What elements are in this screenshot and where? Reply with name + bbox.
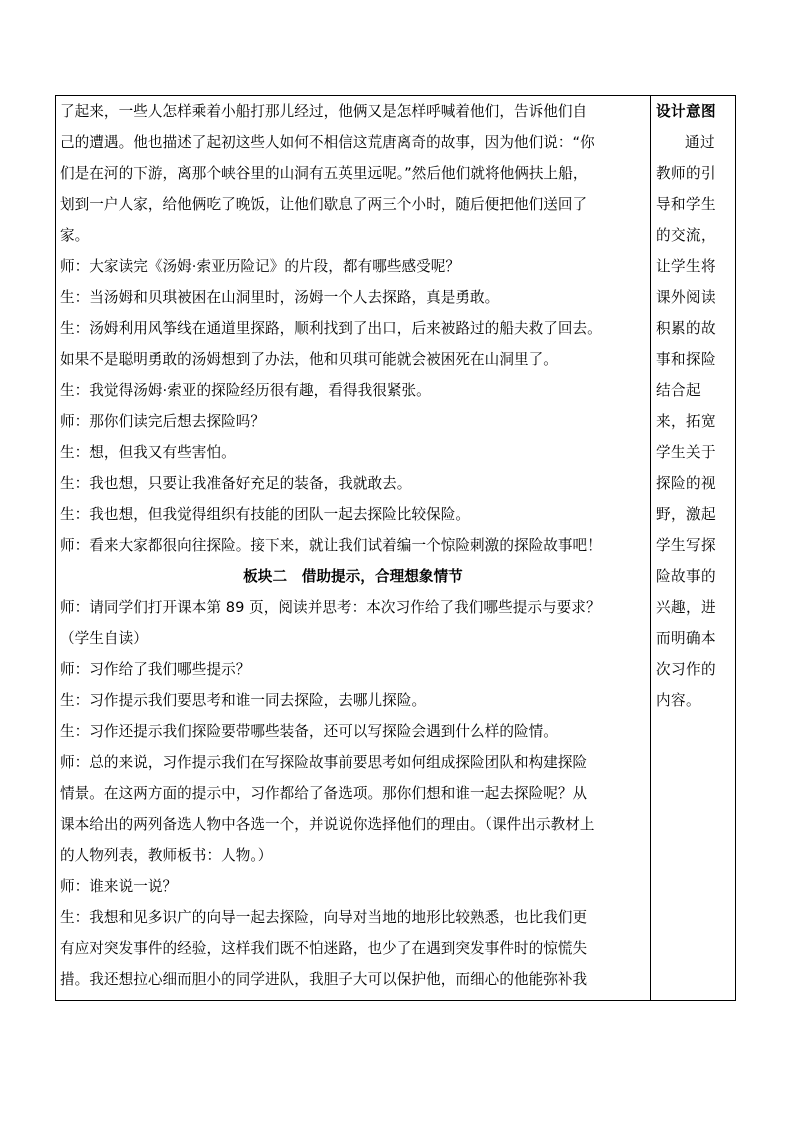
student-line: 生：我觉得汤姆·索亚的探险经历很有趣，看得我很紧张。 — [60, 382, 431, 399]
student-line: 生：我想和见多识广的向导一起去探险，向导对当地的地形比较熟悉，也比我们更 — [60, 909, 588, 926]
student-line: 生：当汤姆和贝琪被困在山洞里时，汤姆一个人去探路，真是勇敢。 — [60, 289, 500, 306]
design-intent-line: 的交流， — [656, 227, 716, 244]
dialogue-line: 的人物列表，教师板书：人物。） — [60, 847, 273, 864]
design-intent-line: 野，激起 — [656, 506, 716, 523]
section-heading: 板块二 借助提示，合理想象情节 — [243, 568, 463, 585]
design-intent-line: 导和学生 — [656, 196, 716, 213]
design-intent-line: 教师的引 — [656, 165, 716, 182]
design-intent-line: 学生关于 — [656, 444, 716, 461]
dialogue-line: 划到一户人家，给他俩吃了晚饭，让他们歇息了两三个小时，随后便把他们送回了 — [60, 196, 588, 213]
design-intent-line: 课外阅读 — [656, 289, 716, 306]
student-line: 生：习作提示我们要思考和谁一同去探险，去哪儿探险。 — [60, 692, 427, 709]
design-intent-title: 设计意图 — [656, 103, 716, 120]
dialogue-line: 课本给出的两列备选人物中各选一个，并说说你选择他们的理由。（课件出示教材上 — [60, 816, 595, 833]
dialogue-line: 情景。在这两方面的提示中，习作都给了备选项。那你们想和谁一起去探险呢？从 — [60, 785, 588, 802]
dialogue-line: 了起来，一些人怎样乘着小船打那儿经过，他俩又是怎样呼喊着他们，告诉他们自 — [60, 103, 588, 120]
design-intent-line: 兴趣，进 — [656, 599, 716, 616]
teacher-line: 师：那你们读完后想去探险吗？ — [60, 413, 266, 430]
design-intent-line: 来，拓宽 — [656, 413, 716, 430]
design-intent-line: 内容。 — [656, 692, 701, 709]
teacher-line: 师：习作给了我们哪些提示？ — [60, 661, 251, 678]
design-intent-line: 学生写探 — [656, 537, 716, 554]
student-line: 生：我也想，但我觉得组织有技能的团队一起去探险比较保险。 — [60, 506, 471, 523]
teacher-line: 师：请同学们打开课本第 89 页，阅读并思考：本次习作给了我们哪些提示与要求？ — [60, 599, 601, 616]
student-line: 生：我也想，只要让我准备好充足的装备，我就敢去。 — [60, 475, 412, 492]
lesson-plan-table — [55, 95, 736, 1001]
design-intent-line: 探险的视 — [656, 475, 716, 492]
dialogue-line: （学生自读） — [60, 630, 148, 647]
student-line: 生：汤姆利用风筝线在通道里探路，顺利找到了出口，后来被路过的船夫救了回去。 — [60, 320, 602, 337]
design-intent-line: 险故事的 — [656, 568, 716, 585]
design-intent-line: 而明确本 — [656, 630, 716, 647]
design-intent-line: 通过 — [685, 134, 715, 151]
student-line: 措。我还想拉心细而胆小的同学进队，我胆子大可以保护他，而细心的他能弥补我 — [60, 971, 588, 988]
student-line: 有应对突发事件的经验，这样我们既不怕迷路，也少了在遇到突发事件时的惊慌失 — [60, 940, 588, 957]
student-line: 生：习作还提示我们探险要带哪些装备，还可以写探险会遇到什么样的险情。 — [60, 723, 558, 740]
design-intent-line: 次习作的 — [656, 661, 716, 678]
teacher-line: 师：总的来说，习作提示我们在写探险故事前要思考如何组成探险团队和构建探险 — [60, 754, 588, 771]
teacher-line: 师：看来大家都很向往探险。接下来，就让我们试着编一个惊险刺激的探险故事吧！ — [60, 537, 602, 554]
student-line: 生：想，但我又有些害怕。 — [60, 444, 236, 461]
design-intent-line: 让学生将 — [656, 258, 716, 275]
design-intent-line: 事和探险 — [656, 351, 716, 368]
design-intent-line: 积累的故 — [656, 320, 716, 337]
dialogue-line: 家。 — [60, 227, 90, 244]
teacher-line: 师：大家读完《汤姆·索亚历险记》的片段，都有哪些感受呢？ — [60, 258, 461, 275]
dialogue-line: 们是在河的下游，离那个峡谷里的山洞有五英里远呢。”然后他们就将他俩扶上船， — [60, 165, 588, 182]
design-intent-line: 结合起 — [656, 382, 701, 399]
design-intent-column — [651, 96, 735, 1000]
student-line: 如果不是聪明勇敢的汤姆想到了办法，他和贝琪可能就会被困死在山洞里了。 — [60, 351, 558, 368]
dialogue-column — [56, 96, 651, 1000]
teacher-line: 师：谁来说一说？ — [60, 878, 178, 895]
dialogue-line: 己的遭遇。他也描述了起初这些人如何不相信这荒唐离奇的故事，因为他们说：“你 — [60, 134, 595, 151]
